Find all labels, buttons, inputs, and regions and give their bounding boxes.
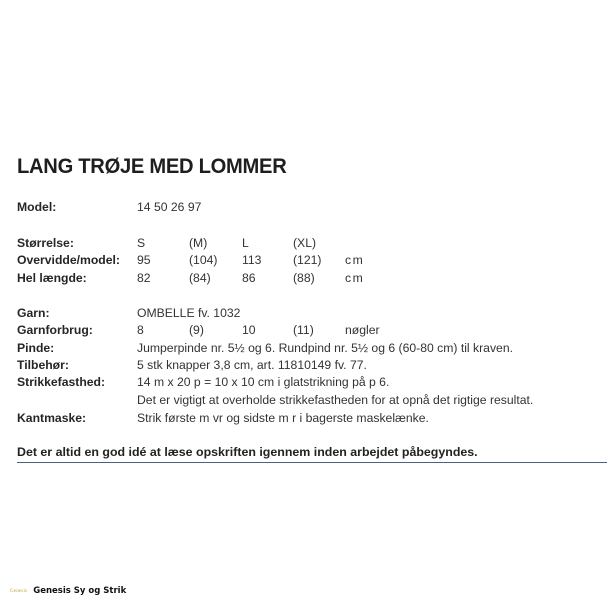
page-title: LANG TRØJE MED LOMMER — [17, 155, 287, 178]
length-m: (84) — [189, 271, 211, 285]
size-xl: (XL) — [293, 236, 317, 250]
needles-label: Pinde: — [17, 341, 55, 355]
length-l: 86 — [242, 271, 256, 285]
edge-stitch-value: Strik første m vr og sidste m r i bagerste maskelænke. — [137, 411, 429, 425]
size-label: Størrelse: — [17, 236, 74, 250]
yarn-usage-l: 10 — [242, 323, 256, 337]
brand-name: Genesis Sy og Strik — [33, 586, 127, 596]
advice-note: Det er altid en god idé at læse opskriften igennem inden arbejdet påbegyndes. — [17, 445, 607, 463]
size-l: L — [242, 236, 249, 250]
chest-s: 95 — [137, 253, 151, 267]
model-value: 14 50 26 97 — [137, 200, 202, 214]
yarn-usage-m: (9) — [189, 323, 204, 337]
gauge-value: 14 m x 20 p = 10 x 10 cm i glatstrikning på p 6. — [137, 375, 390, 389]
size-m: (M) — [189, 236, 208, 250]
accessories-label: Tilbehør: — [17, 358, 69, 372]
chest-unit: cm — [345, 253, 365, 267]
yarn-usage-label: Garnforbrug: — [17, 323, 93, 337]
length-xl: (88) — [293, 271, 315, 285]
chest-m: (104) — [189, 253, 218, 267]
needles-value: Jumperpinde nr. 5½ og 6. Rundpind nr. 5½ og 6 (60-80 cm) til kraven. — [137, 341, 513, 355]
yarn-usage-unit: nøgler — [345, 323, 380, 337]
gauge-note: Det er vigtigt at overholde strikkefastheden for at opnå det rigtige resultat. — [137, 393, 534, 407]
chest-label: Overvidde/model: — [17, 253, 120, 267]
yarn-value: OMBELLE fv. 1032 — [137, 306, 241, 320]
chest-l: 113 — [242, 253, 262, 267]
yarn-usage-s: 8 — [137, 323, 144, 337]
size-s: S — [137, 236, 146, 250]
yarn-label: Garn: — [17, 306, 50, 320]
chest-xl: (121) — [293, 253, 322, 267]
genesis-logo-icon: Genesis — [10, 588, 28, 594]
length-unit: cm — [345, 271, 365, 285]
length-label: Hel længde: — [17, 271, 87, 285]
yarn-usage-xl: (11) — [293, 323, 314, 337]
footer — [10, 586, 126, 596]
length-s: 82 — [137, 271, 151, 285]
model-label: Model: — [17, 200, 57, 214]
gauge-label: Strikkefasthed: — [17, 375, 106, 389]
edge-stitch-label: Kantmaske: — [17, 411, 87, 425]
accessories-value: 5 stk knapper 3,8 cm, art. 11810149 fv. 77. — [137, 358, 367, 372]
